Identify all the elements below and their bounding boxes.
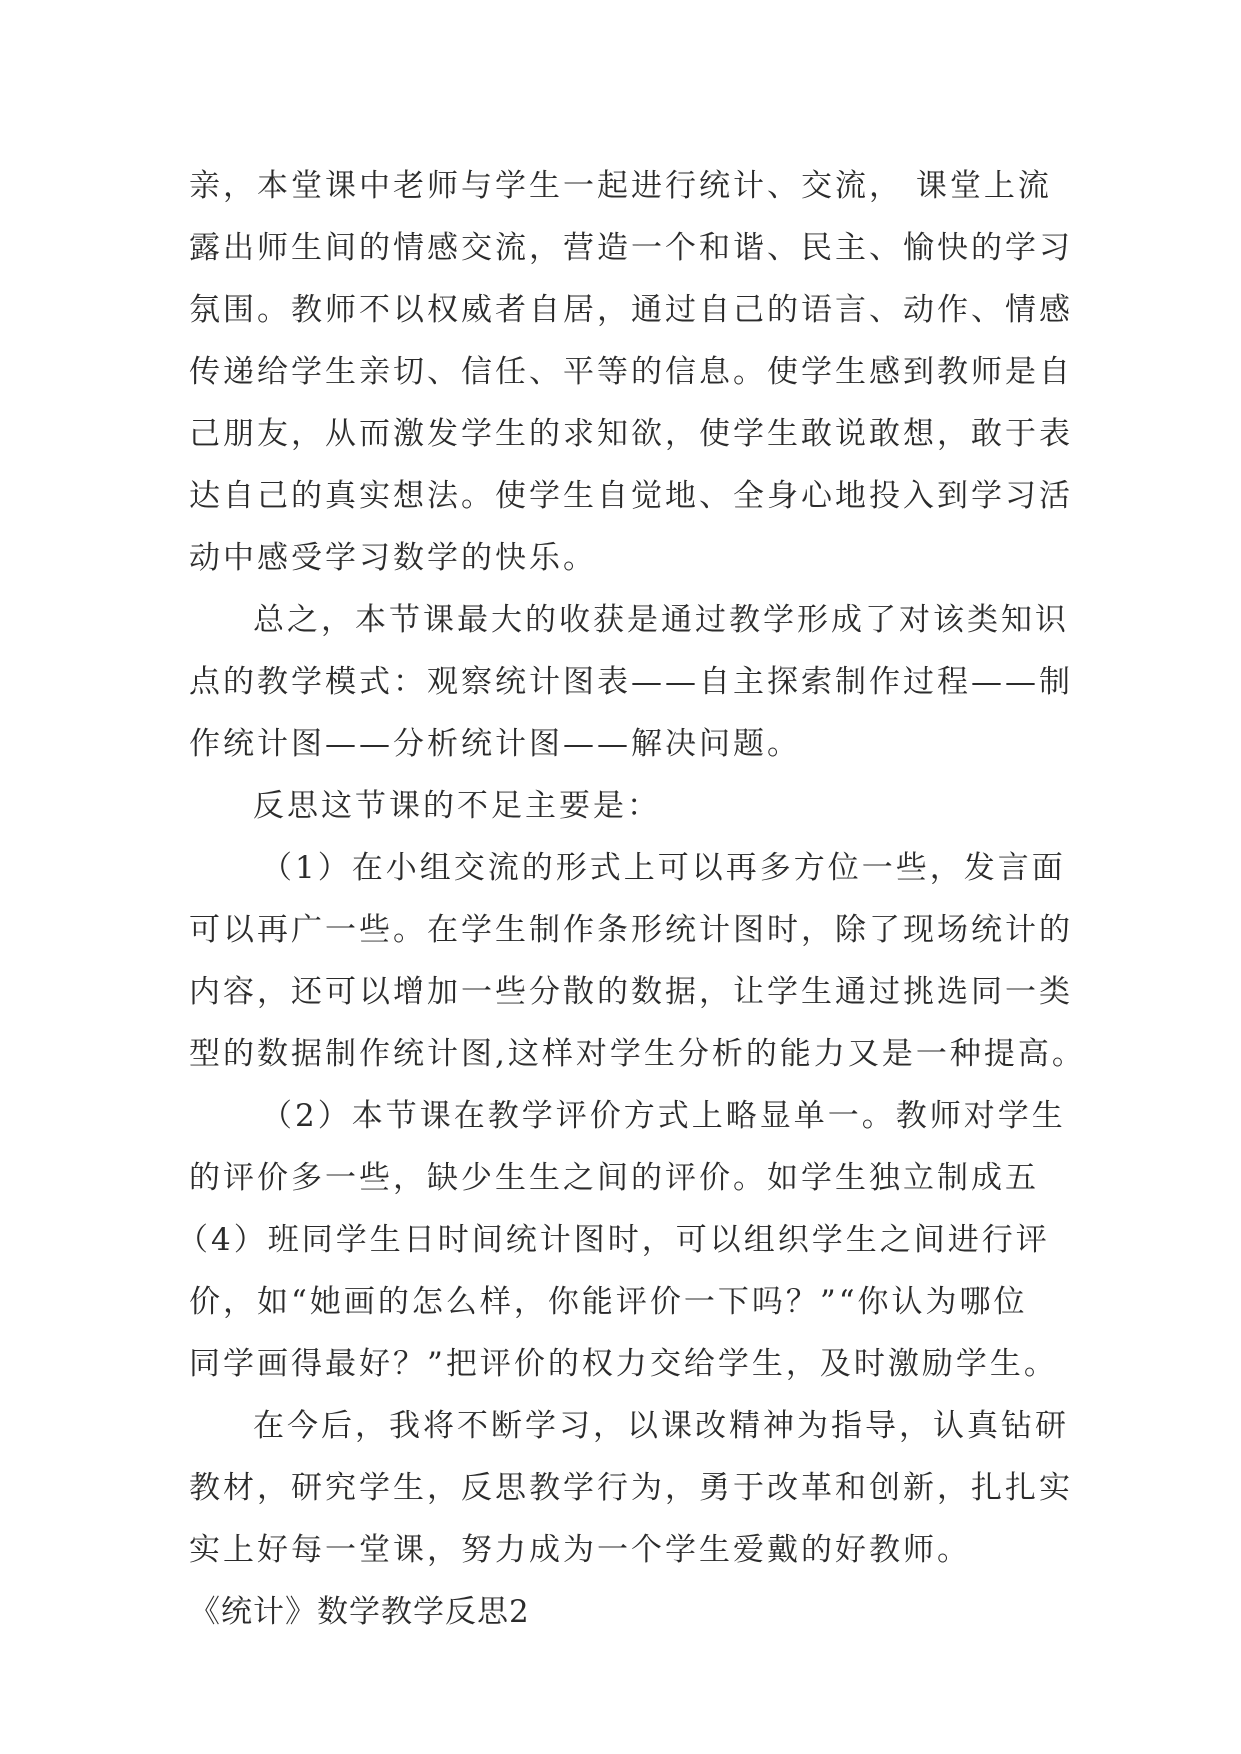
section-title: 《统计》数学教学反思2 [189, 1594, 530, 1630]
paragraph-start-line: 反思这节课的不足主要是： [253, 788, 661, 824]
text-line: 的评价多一些，缺少生生之间的评价。如学生独立制成五 [189, 1160, 1039, 1196]
text-line: 动中感受学习数学的快乐。 [189, 540, 597, 576]
text-line: 作统计图——分析统计图——解决问题。 [189, 726, 801, 762]
text-line: 达自己的真实想法。使学生自觉地、全身心地投入到学习活 [189, 478, 1073, 514]
text-line: 可以再广一些。在学生制作条形统计图时，除了现场统计的 [189, 912, 1073, 948]
text-line: （4）班同学生日时间统计图时，可以组织学生之间进行评 [177, 1222, 1050, 1258]
document-body [177, 155, 1086, 1643]
text-line: 内容，还可以增加一些分散的数据，让学生通过挑选同一类 [189, 974, 1073, 1010]
paragraph-start-line: 在今后，我将不断学习，以课改精神为指导，认真钻研 [253, 1408, 1069, 1444]
list-item-start-line: （2）本节课在教学评价方式上略显单一。教师对学生 [261, 1098, 1066, 1134]
text-line: 点的教学模式：观察统计图表——自主探索制作过程——制 [189, 664, 1073, 700]
text-line: 实上好每一堂课，努力成为一个学生爱戴的好教师。 [189, 1532, 971, 1568]
paragraph-start-line: 总之，本节课最大的收获是通过教学形成了对该类知识 [253, 602, 1069, 638]
text-line: 氛围。教师不以权威者自居，通过自己的语言、动作、情感 [189, 292, 1073, 328]
list-item-start-line: （1）在小组交流的形式上可以再多方位一些，发言面 [261, 850, 1066, 886]
text-line: 价，如“她画的怎么样，你能评价一下吗？”“你认为哪位 [189, 1284, 1028, 1320]
text-line: 传递给学生亲切、信任、平等的信息。使学生感到教师是自 [189, 354, 1073, 390]
text-line: 同学画得最好？”把评价的权力交给学生，及时激励学生。 [189, 1346, 1058, 1382]
text-line: 己朋友，从而激发学生的求知欲，使学生敢说敢想，敢于表 [189, 416, 1073, 452]
text-line: 教材，研究学生，反思教学行为，勇于改革和创新，扎扎实 [189, 1470, 1073, 1506]
text-line: 露出师生间的情感交流，营造一个和谐、民主、愉快的学习 [189, 230, 1073, 266]
text-line: 型的数据制作统计图,这样对学生分析的能力又是一种提高。 [189, 1036, 1086, 1072]
text-line: 亲，本堂课中老师与学生一起进行统计、交流， 课堂上流 [189, 168, 1052, 204]
